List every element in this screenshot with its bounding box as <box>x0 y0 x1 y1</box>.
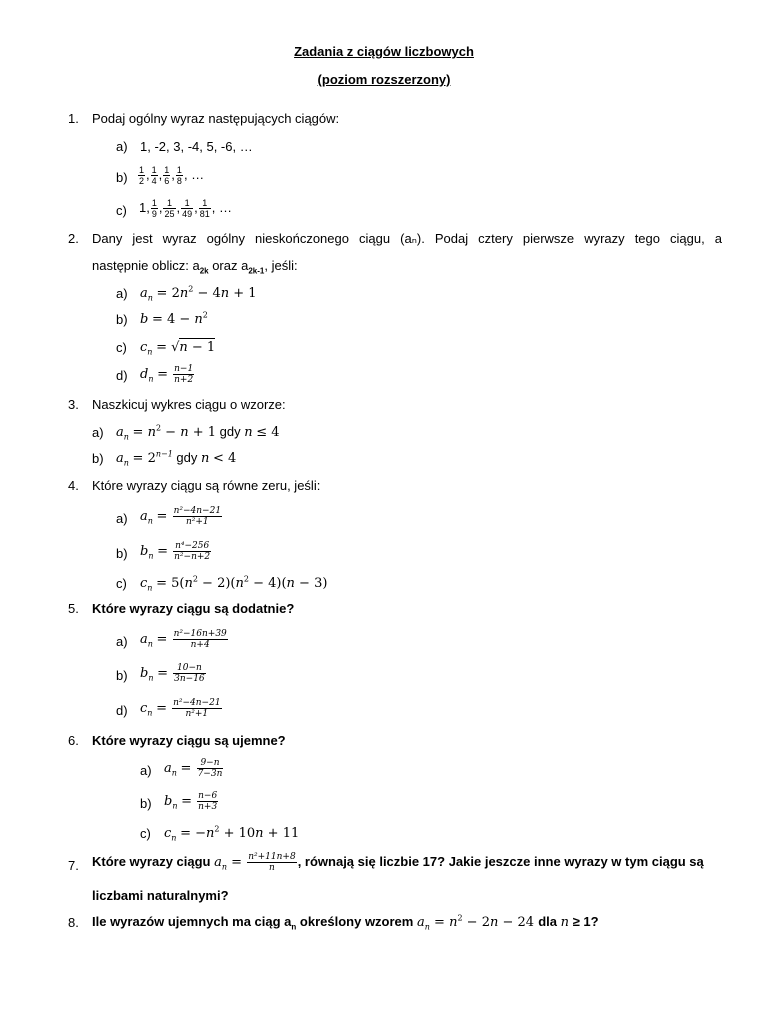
q2-number: 2. <box>68 231 79 246</box>
q2-c-label: c) <box>116 340 127 355</box>
q1-b-formula: $\frac{1}{2}$ , $\frac{1}{4}$ , $\frac{1}{6}$ , $\frac{1}{8}$ , … <box>139 165 205 187</box>
q4-a-formula: $a_n$ = $\frac{\text{n²−4n−21}}{\text{n²+1}}$ <box>140 506 222 528</box>
q5-b-formula: $b_n$ = $\frac{10-n}{3n-16}$ <box>140 663 205 685</box>
q2-d-label: d) <box>116 368 128 383</box>
q2-b-label: b) <box>116 312 128 327</box>
q6-text: Które wyrazy ciągu są ujemne? <box>92 733 286 748</box>
q3-a-formula: $a_n = n^2 - n + 1$ gdy n ≤ 4 <box>116 423 280 442</box>
q5-a-formula: $a_n$ = $\frac{\text{n²−16n+39}}{n+4}$ <box>140 629 227 651</box>
q7-number: 7. <box>68 858 79 873</box>
q8-number: 8. <box>68 915 79 930</box>
q6-number: 6. <box>68 733 79 748</box>
q5-a-label: a) <box>116 634 128 649</box>
q4-number: 4. <box>68 478 79 493</box>
q5-text: Które wyrazy ciągu są dodatnie? <box>92 601 295 616</box>
q3-b-label: b) <box>92 451 104 466</box>
q2-c-formula: $c_n = √n - 1$ <box>140 340 216 357</box>
q1-b-label: b) <box>116 170 128 185</box>
q6-a-formula: $a_n$ = $\frac{9-n}{7-3n}$ <box>164 758 223 780</box>
q8-text: Ile wyrazów ujemnych ma ciąg $a_n$ określony wzorem $a_n = n^2 - 2n - 24$ dla n ≥ 1? <box>92 913 599 932</box>
q1-number: 1. <box>68 111 79 126</box>
q4-b-label: b) <box>116 546 128 561</box>
q2-text-2: następnie oblicz: $a_{2k}$ oraz $a_{2k-1}$, jeśli: <box>92 258 298 276</box>
title-line-2: (poziom rozszerzony) <box>317 72 451 87</box>
q3-b-formula: $a_n = 2^{n-1}$ gdy n < 4 <box>116 449 237 468</box>
q1-a-text: 1, -2, 3, -4, 5, -6, … <box>140 139 253 154</box>
q4-c-label: c) <box>116 576 127 591</box>
q2-a-label: a) <box>116 286 128 301</box>
q3-text: Naszkicuj wykres ciągu o wzorze: <box>92 397 286 412</box>
q3-a-label: a) <box>92 425 104 440</box>
q7-text-2: liczbami naturalnymi? <box>92 888 229 903</box>
q7-text-1: Które wyrazy ciągu $a_n$ = $\frac{\text{n²+11n+8}}{n}$ , równają się liczbie 17? Jakie jeszcze inne wyrazy w tym ciągu są <box>92 852 704 874</box>
q2-text-1: Dany jest wyraz ogólny nieskończonego ciągu (aₙ). Podaj cztery pierwsze wyrazy tego ciągu, a <box>92 231 722 246</box>
q3-number: 3. <box>68 397 79 412</box>
q5-number: 5. <box>68 601 79 616</box>
q1-c-formula: 1, $\frac{1}{9}$ , $\frac{1}{25}$ , $\frac{1}{49}$ , $\frac{1}{81}$ , … <box>139 198 233 220</box>
q5-b-label: b) <box>116 668 128 683</box>
q4-c-formula: $c_n = 5(n^2 - 2)(n^2 - 4)(n - 3)$ <box>140 574 328 593</box>
q4-text: Które wyrazy ciągu są równe zeru, jeśli: <box>92 478 321 493</box>
q5-d-formula: $c_n$ = $\frac{\text{n²−4n−21}}{\text{n²+1}}$ <box>140 698 221 720</box>
q1-text: Podaj ogólny wyraz następujących ciągów: <box>92 111 340 126</box>
q6-a-label: a) <box>140 763 152 778</box>
q1-a-label: a) <box>116 139 128 154</box>
q2-b-formula: $b = 4 - n^2$ <box>140 310 208 327</box>
q6-b-formula: $b_n$ = $\frac{n-6}{n+3}$ <box>164 791 218 813</box>
q4-b-formula: $b_n$ = $\frac{\text{n⁴−256}}{\text{n²−n+2}}$ <box>140 541 211 563</box>
q6-c-label: c) <box>140 826 151 841</box>
q6-c-formula: $c_n = -n^2 + 10n + 11$ <box>164 824 300 843</box>
q6-b-label: b) <box>140 796 152 811</box>
q1-c-label: c) <box>116 203 127 218</box>
title-line-1: Zadania z ciągów liczbowych <box>294 44 474 59</box>
q2-d-formula: $d_n$ = $\frac{n-1}{n+2}$ <box>140 364 194 386</box>
q5-d-label: d) <box>116 703 128 718</box>
q2-a-formula: $a_n = 2n^2 - 4n + 1$ <box>140 284 257 303</box>
q4-a-label: a) <box>116 511 128 526</box>
